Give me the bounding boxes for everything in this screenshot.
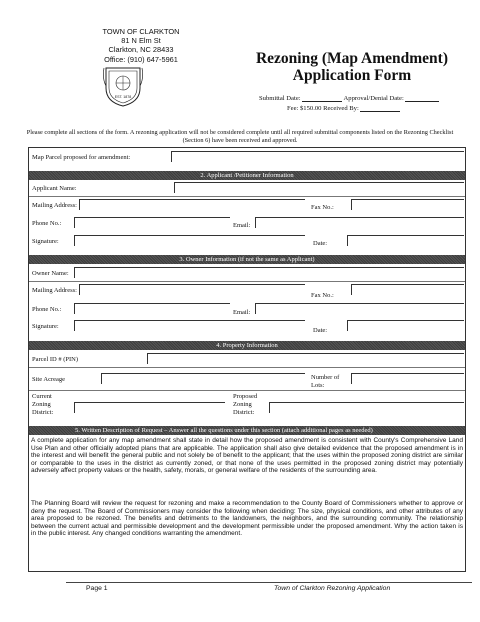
number-of-lots-input[interactable] [351, 373, 464, 384]
town-seal-icon [102, 64, 144, 108]
owner-mailing-address-label: Mailing Address: [32, 287, 77, 294]
town-name: TOWN OF CLARKTON [102, 27, 180, 36]
mailing-address-input[interactable] [79, 199, 305, 210]
owner-phone-label: Phone No.: [32, 306, 62, 313]
row-divider [29, 367, 465, 368]
footer-rule [66, 582, 472, 583]
email-label: Email: [233, 222, 251, 229]
fax-input[interactable] [351, 199, 464, 210]
owner-email-input[interactable] [255, 303, 464, 314]
section-2-header: 2. Applicant /Petitioner Information [29, 171, 465, 180]
applicant-name-label: Applicant Name: [32, 185, 77, 192]
application-form [28, 147, 466, 572]
site-acreage-input[interactable] [101, 373, 305, 384]
section-5-header: 5. Written Description of Request – Answer all the questions under this section (attach additional pages as needed) [29, 426, 465, 435]
section-3-header: 3. Owner Information (if not the same as Applicant) [29, 255, 465, 264]
current-zoning-label: Current Zoning District: [32, 393, 54, 416]
proposed-zoning-input[interactable] [269, 402, 464, 413]
site-acreage-label: Site Acreage [32, 376, 66, 383]
owner-email-label: Email: [233, 309, 251, 316]
owner-date-label: Date: [313, 327, 328, 334]
footer-document-name: Town of Clarkton Rezoning Application [274, 585, 391, 592]
parcel-id-label: Parcel ID # (PIN) [32, 356, 79, 363]
applicant-name-input[interactable] [174, 182, 464, 193]
page-title [232, 50, 472, 84]
received-by-label: Received By: [323, 105, 359, 112]
phone-label: Phone No.: [32, 220, 62, 227]
approval-date-field[interactable] [405, 95, 439, 102]
owner-signature-input[interactable] [74, 320, 305, 331]
owner-date-input[interactable] [347, 320, 464, 331]
row-divider [29, 196, 465, 197]
row-divider [29, 390, 465, 391]
email-input[interactable] [255, 217, 464, 228]
fee-label: Fee: $150.00 [287, 105, 322, 112]
signature-label: Signature: [32, 238, 59, 245]
submittal-date-label: Submittal Date: [259, 95, 301, 102]
map-parcel-input[interactable] [171, 151, 464, 162]
intro-instructions: Please complete all sections of the form. A rezoning application will not be considered complete until all required submittal components listed on the Rezoning Checklist (Section 6) have been received and approved. [26, 129, 454, 144]
town-office-phone: Office: (910) 647-5961 [104, 54, 178, 64]
fee-line [287, 105, 400, 112]
approval-date-label: Approval/Denial Date: [343, 95, 404, 102]
proposed-zoning-label: Proposed Zoning District: [233, 393, 258, 416]
title-line-2: Application Form [292, 67, 412, 84]
title-line-1: Rezoning (Map Amendment) [255, 50, 449, 67]
signature-input[interactable] [74, 235, 305, 246]
description-paragraph-1: A complete application for any map amendment shall state in detail how the proposed amendment is consistent with County's Comprehensive Land Use Plan and other officially adopted plans that are applicable. The application shall also give detailed evidence that the proposed amendment is in the interest and will benefit the general public and not solely be of benefit to the applicant; that the uses within the proposed zoning district are similar or comparable to the uses in the district as currently zoned, or that none of the uses permitted in the proposed zoning district may potentially adversely affect property values or the health, safety, morals, or general welfare of the residents of the surrounding area. [31, 437, 463, 475]
section-4-header: 4. Property Information [29, 341, 465, 350]
fax-label: Fax No.: [311, 204, 334, 211]
phone-input[interactable] [74, 217, 230, 228]
row-divider [29, 281, 465, 282]
current-zoning-input[interactable] [74, 402, 225, 413]
owner-name-input[interactable] [74, 267, 464, 278]
submittal-line [259, 95, 439, 102]
submittal-date-field[interactable] [302, 95, 342, 102]
footer-page-number: Page 1 [86, 585, 108, 592]
parcel-id-input[interactable] [147, 353, 464, 364]
description-paragraph-2: The Planning Board will review the request for rezoning and make a recommendation to the County Board of Commissioners whether to approve or deny the request. The Board of Commissioners may consider the following when deciding: The size, physical conditions, and other attributes of any area proposed to be rezoned. The benefits and detriments to the landowners, the neighbors, and the surrounding community. The relationship between the current actual and permissible development and the development permissible under the proposed amendment. Why the action taken is in the public interest. Any changed conditions warranting the amendment. [31, 500, 463, 538]
received-by-field[interactable] [360, 105, 400, 112]
number-of-lots-label: Number of Lots: [311, 374, 340, 389]
owner-name-label: Owner Name: [32, 270, 69, 277]
map-parcel-label: Map Parcel proposed for amendment: [32, 154, 131, 161]
owner-fax-label: Fax No.: [311, 292, 334, 299]
town-letterhead [96, 27, 186, 64]
mailing-address-label: Mailing Address: [32, 202, 77, 209]
date-label: Date: [313, 240, 328, 247]
owner-signature-label: Signature: [32, 323, 59, 330]
town-city: Clarkton, NC 28433 [108, 45, 174, 55]
date-input[interactable] [347, 235, 464, 246]
owner-mailing-address-input[interactable] [79, 284, 305, 295]
seal-text: EST. 1878 [114, 95, 132, 99]
owner-fax-input[interactable] [351, 284, 464, 295]
town-street: 81 N Elm St [121, 36, 161, 46]
owner-phone-input[interactable] [74, 303, 230, 314]
